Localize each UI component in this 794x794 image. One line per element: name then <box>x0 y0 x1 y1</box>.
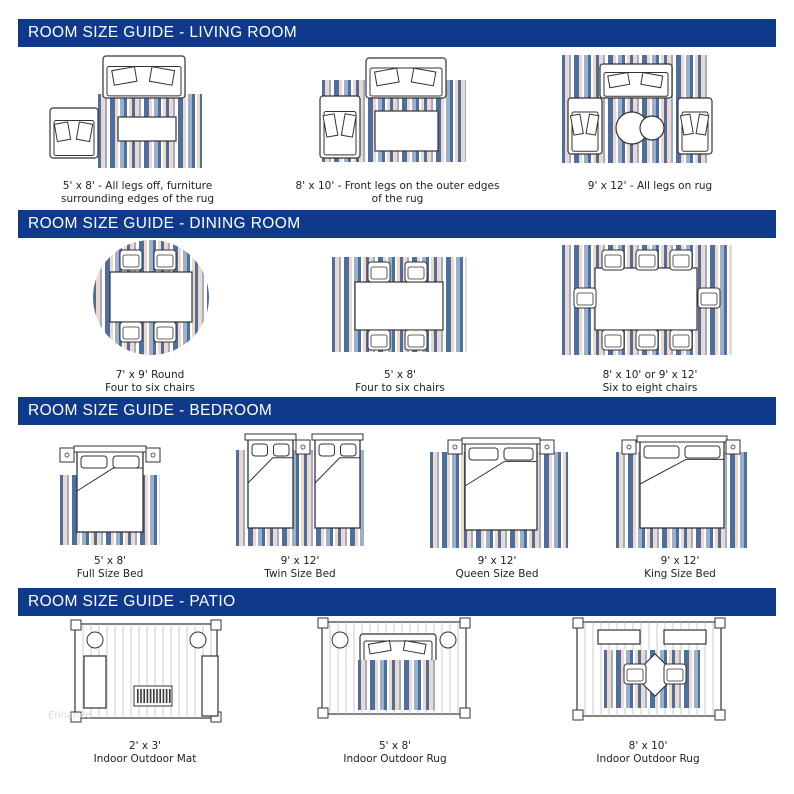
chair-3h <box>698 288 720 308</box>
caption-dining-1: 7' x 9' Round Four to six chairs <box>105 369 195 394</box>
chair-3e <box>636 330 658 350</box>
round-table-2 <box>640 116 664 140</box>
dining-table-1 <box>110 272 192 322</box>
planter-1 <box>87 632 103 648</box>
lounge-chair-1 <box>84 656 106 708</box>
chair-1c <box>120 322 142 342</box>
coffee-table-1 <box>118 117 176 141</box>
sofa-3 <box>600 64 672 98</box>
nightstand-4a <box>622 440 636 454</box>
full-bed <box>74 446 146 532</box>
chair-2c <box>368 330 390 350</box>
chair-2b <box>405 262 427 282</box>
twin-bed-1 <box>245 434 296 528</box>
chair-3b <box>636 250 658 270</box>
nightstand-3a <box>448 440 462 454</box>
patio-sofa-2 <box>360 634 436 662</box>
caption-living-2: 8' x 10' - Front legs on the outer edges of the rug <box>295 180 500 205</box>
caption-patio-3: 8' x 10' Indoor Outdoor Rug <box>596 740 700 765</box>
twin-bed-2 <box>312 434 363 528</box>
bench-3a <box>598 630 640 644</box>
caption-bedroom-1: 5' x 8' Full Size Bed <box>76 555 144 580</box>
caption-patio-2: 5' x 8' Indoor Outdoor Rug <box>343 740 447 765</box>
coffee-table-2 <box>375 111 438 151</box>
patio-mat-1 <box>134 686 172 706</box>
section-title-living-room: ROOM SIZE GUIDE - LIVING ROOM <box>18 19 776 47</box>
patio-chair-3a <box>624 664 646 684</box>
chair-3a <box>602 250 624 270</box>
caption-bedroom-3: 9' x 12' Queen Size Bed <box>455 555 539 580</box>
dining-table-2 <box>355 282 443 330</box>
armchair-2 <box>320 96 360 158</box>
armchair-3b <box>678 98 712 154</box>
nightstand-1a <box>60 448 74 462</box>
chair-3f <box>670 330 692 350</box>
nightstand-3b <box>540 440 554 454</box>
section-title-dining-room: ROOM SIZE GUIDE - DINING ROOM <box>18 210 776 238</box>
sofa-2 <box>366 58 446 98</box>
nightstand-2 <box>296 440 310 454</box>
caption-living-3: 9' x 12' - All legs on rug <box>587 180 713 192</box>
caption-bedroom-2: 9' x 12' Twin Size Bed <box>264 555 336 580</box>
dining-table-3 <box>595 268 697 330</box>
caption-bedroom-4: 9' x 12' King Size Bed <box>644 555 716 580</box>
caption-patio-1: 2' x 3' Indoor Outdoor Mat <box>93 740 197 765</box>
watermark-text: Enhance <box>48 710 92 721</box>
chair-3c <box>670 250 692 270</box>
caption-living-1: 5' x 8' - All legs off, furniture surrounding edges of the rug <box>60 180 215 205</box>
nightstand-4b <box>726 440 740 454</box>
king-bed <box>637 436 727 528</box>
queen-bed <box>462 438 540 530</box>
section-title-bedroom: ROOM SIZE GUIDE - BEDROOM <box>18 397 776 425</box>
chair-2a <box>368 262 390 282</box>
chair-1d <box>154 322 176 342</box>
chair-2d <box>405 330 427 350</box>
chair-1b <box>154 250 176 270</box>
armchair-1 <box>50 108 98 158</box>
caption-dining-2: 5' x 8' Four to six chairs <box>355 369 445 394</box>
planter-4 <box>440 632 456 648</box>
planter-3 <box>332 632 348 648</box>
planter-2 <box>190 632 206 648</box>
patio-rug-2 <box>358 660 438 710</box>
section-title-patio: ROOM SIZE GUIDE - PATIO <box>18 588 776 616</box>
patio-chair-3b <box>664 664 686 684</box>
bench-3b <box>664 630 706 644</box>
chair-3g <box>574 288 596 308</box>
plant-row-1 <box>202 656 218 716</box>
sofa-1 <box>103 56 185 98</box>
chair-1a <box>120 250 142 270</box>
caption-dining-3: 8' x 10' or 9' x 12' Six to eight chairs <box>602 369 698 394</box>
armchair-3a <box>568 98 602 154</box>
chair-3d <box>602 330 624 350</box>
nightstand-1b <box>146 448 160 462</box>
